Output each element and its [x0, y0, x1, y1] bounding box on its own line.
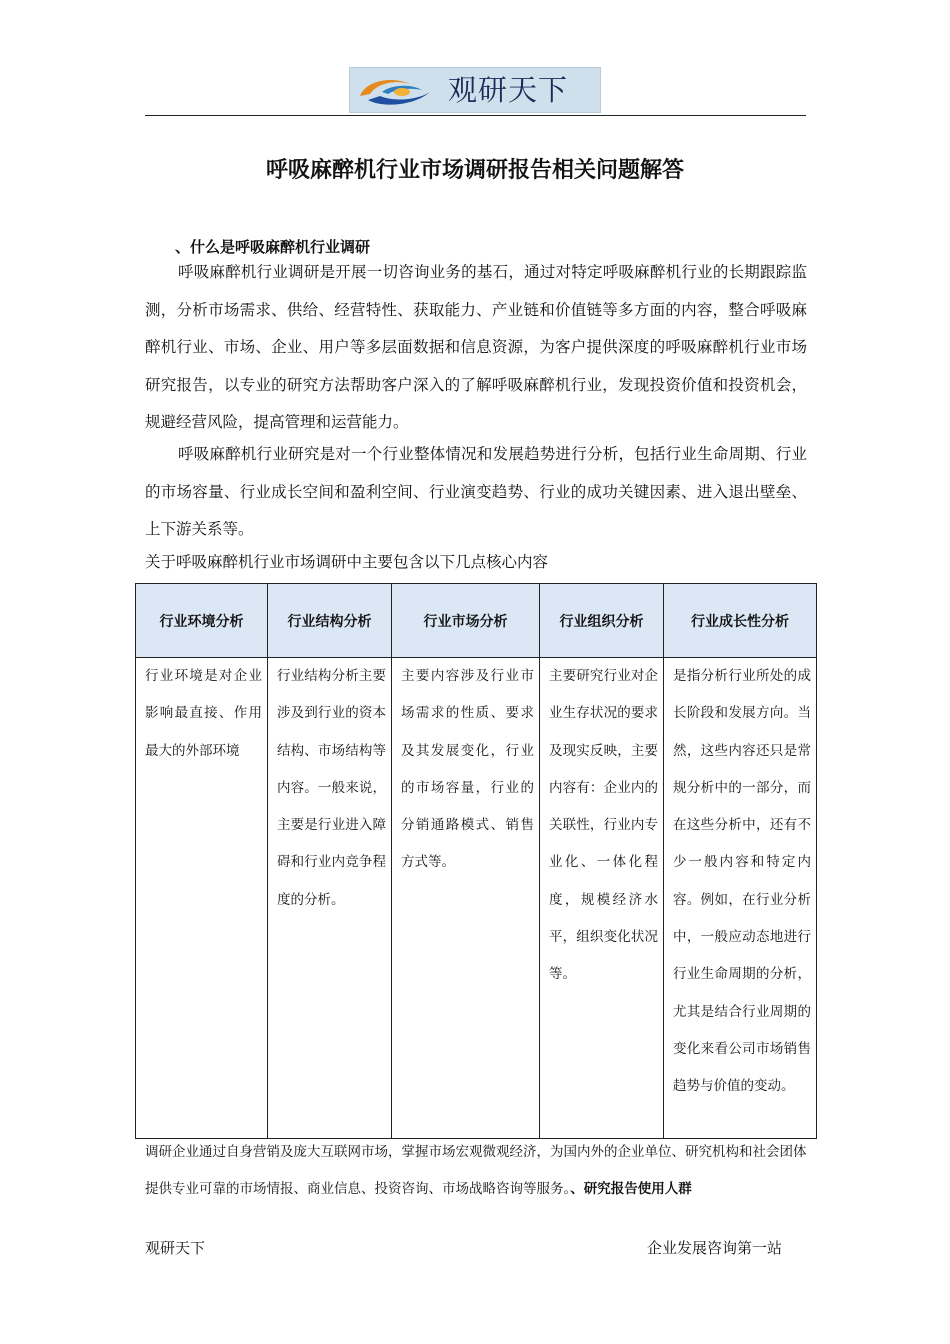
footnote — [145, 1134, 810, 1208]
core-content-table — [135, 583, 817, 1139]
section-heading: 、什么是呼吸麻醉机行业调研 — [175, 238, 371, 256]
table-header-row — [136, 584, 817, 658]
table-header-cell: 行业市场分析 — [392, 584, 540, 658]
footer-slogan: 企业发展咨询第一站 — [647, 1239, 783, 1257]
footnote-text: 调研企业通过自身营销及庞大互联网市场，掌握市场宏观微观经济，为国内外的企业单位、研究机构和社会团体提供专业可靠的市场情报、商业信息、投资咨询、市场战略咨询等服务。 — [145, 1144, 807, 1197]
header-divider — [145, 115, 806, 116]
footnote-bold-tail: 、研究报告使用人群 — [570, 1181, 692, 1197]
table-row — [136, 658, 817, 1139]
paragraph-definition: 呼吸麻醉机行业调研是开展一切咨询业务的基石，通过对特定呼吸麻醉机行业的长期跟踪监测，分析市场需求、供给、经营特性、获取能力、产业链和价值链等多方面的内容，整合呼吸麻醉机行业、市场、企业、用户等多层面数据和信息资源，为客户提供深度的呼吸麻醉机行业市场研究报告，以专业的研究方法帮助客户深入的了解呼吸麻醉机行业，发现投资价值和投资机会，规避经营风险，提高管理和运营能力。 — [145, 263, 807, 431]
logo-text: 观研天下 — [448, 73, 569, 107]
table-intro: 关于呼吸麻醉机行业市场调研中主要包含以下几点核心内容 — [145, 553, 549, 571]
table-cell: 行业结构分析主要涉及到行业的资本结构、市场结构等内容。一般来说，主要是行业进入障碍和行业内竞争程度的分析。 — [268, 658, 392, 1139]
table-header-cell: 行业环境分析 — [136, 584, 268, 658]
table-cell: 主要内容涉及行业市场需求的性质、要求及其发展变化，行业的市场容量，行业的分销通路模式、销售方式等。 — [392, 658, 540, 1139]
table-cell: 是指分析行业所处的成长阶段和发展方向。当然，这些内容还只是常规分析中的一部分，而在这些分析中，还有不少一般内容和特定内容。例如，在行业分析中，一般应动态地进行行业生命周期的分析，尤其是结合行业周期的变化来看公司市场销售趋势与价值的变动。 — [664, 658, 817, 1139]
table-header-cell: 行业成长性分析 — [664, 584, 817, 658]
paragraph-research-scope: 呼吸麻醉机行业研究是对一个行业整体情况和发展趋势进行分析，包括行业生命周期、行业的市场容量、行业成长空间和盈利空间、行业演变趋势、行业的成功关键因素、进入退出壁垒、上下游关系等。 — [145, 445, 807, 538]
table-header-cell: 行业结构分析 — [268, 584, 392, 658]
footer-brand: 观研天下 — [145, 1239, 206, 1257]
swirl-logo-icon — [352, 70, 442, 110]
brand-logo — [349, 67, 601, 113]
table-cell: 主要研究行业对企业生存状况的要求及现实反映，主要内容有：企业内的关联性，行业内专业化、一体化程度，规模经济水平，组织变化状况等。 — [540, 658, 664, 1139]
page-title: 呼吸麻醉机行业市场调研报告相关问题解答 — [265, 158, 684, 183]
table-cell: 行业环境是对企业影响最直接、作用最大的外部环境 — [136, 658, 268, 1139]
table-header-cell: 行业组织分析 — [540, 584, 664, 658]
